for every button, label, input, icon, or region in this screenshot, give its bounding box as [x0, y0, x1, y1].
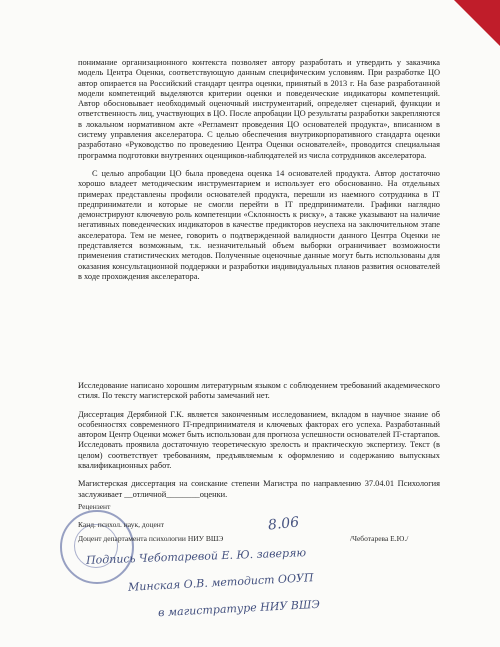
signature-block [78, 482, 458, 632]
reviewer-name: /Чеботарева Е.Ю./ [350, 534, 409, 543]
reviewer-department: Доцент департамента психологии НИУ ВШЭ [78, 534, 224, 543]
paragraph-5: Магистерская диссертация на соискание степени Магистра по направлению 37.04.01 Психология заслуживает __отличной________оценки. [78, 479, 440, 499]
handwritten-note-3: в магистратуре НИУ ВШЭ [157, 597, 321, 620]
handwritten-signature: 8.06 [267, 514, 300, 534]
body-text-block-1 [78, 58, 440, 290]
paragraph-4: Диссертация Дерябиной Г.К. является законченным исследованием, вкладом в научное знание об особенностях современного IT-предпринимателя и ключевых факторах его успеха. Разработанный автором Центр Оценки может быть использован для прогноза успешности основателей IT-стартапов. Исследовать проявила достаточную теоретическую зрелость и практическую экспертизу. Текст (в целом) соответствует требованиям, предъявляемым к оформлению и содержанию выпускных квалификационных работ. [78, 409, 440, 471]
red-corner-mark [454, 0, 500, 46]
paragraph-1: понимание организационного контекста позволяет автору разработать и утвердить у заказчика модель Центра Оценки, соответствующую данным специфическим условиям. При разработке ЦО автор опирается на Российский стандарт центра оценки, принятый в 2013 г. На базе разработанной модели компетенций выделяются критерии оценки и поведенческие индикаторы компетенций. Автор обосновывает необходимый оценочный инструментарий, определяет сценарий, функции и ответственность лиц, участвующих в ЦО. После апробации ЦО результаты разработки закрепляются в локальном нормативном акте «Регламент проведения ЦО основателей продукта», вписанном в систему управления акселератора. С целью обеспечения внутрикорпоративного стандарта оценки разработано «Руководство по проведению Центра Оценки основателей», проводится специальная программа подготовки внутренних оценщиков-наблюдателей из числа сотрудников акселератора. [78, 58, 440, 160]
reviewer-title: Канд. психол. наук, доцент [78, 520, 165, 529]
reviewer-label: Рецензент [78, 502, 111, 511]
paragraph-3: Исследование написано хорошим литературным языком с соблюдением требований академического стиля. По тексту магистерской работы замечаний нет. [78, 381, 440, 401]
handwritten-note-1: Подпись Чеботаревой Е. Ю. заверяю [85, 546, 307, 567]
paragraph-2: С целью апробации ЦО была проведена оценка 14 основателей продукта. Автор достаточно хорошо владеет методическим инструментарием и использует его обоснованно. На отдельных примерах представлены профили основателей продукта, перешли из наемного сотрудника в IT предприниматели и которые не смогли перейти в IT предприниматели. Графики наглядно демонстрируют ключевую роль компетенции «Склонность к риску», а также указывают на наличие негативных поведенческих индикаторов в качестве предикторов неуспеха на заключительном этапе акселератора. Тем не менее, говорить о подтвержденной валидности данного Центра Оценки не представляется возможным, т.к. незначительный объем выборки ограничивает возможности применения статистических методов. Полученные оценочные данные могут быть использованы для оказания консультационной поддержки и разработки индивидуальных планов развития основателей в ходе прохождения акселератора. [78, 168, 440, 281]
handwritten-note-2: Минская О.В. методист ООУП [127, 571, 314, 594]
